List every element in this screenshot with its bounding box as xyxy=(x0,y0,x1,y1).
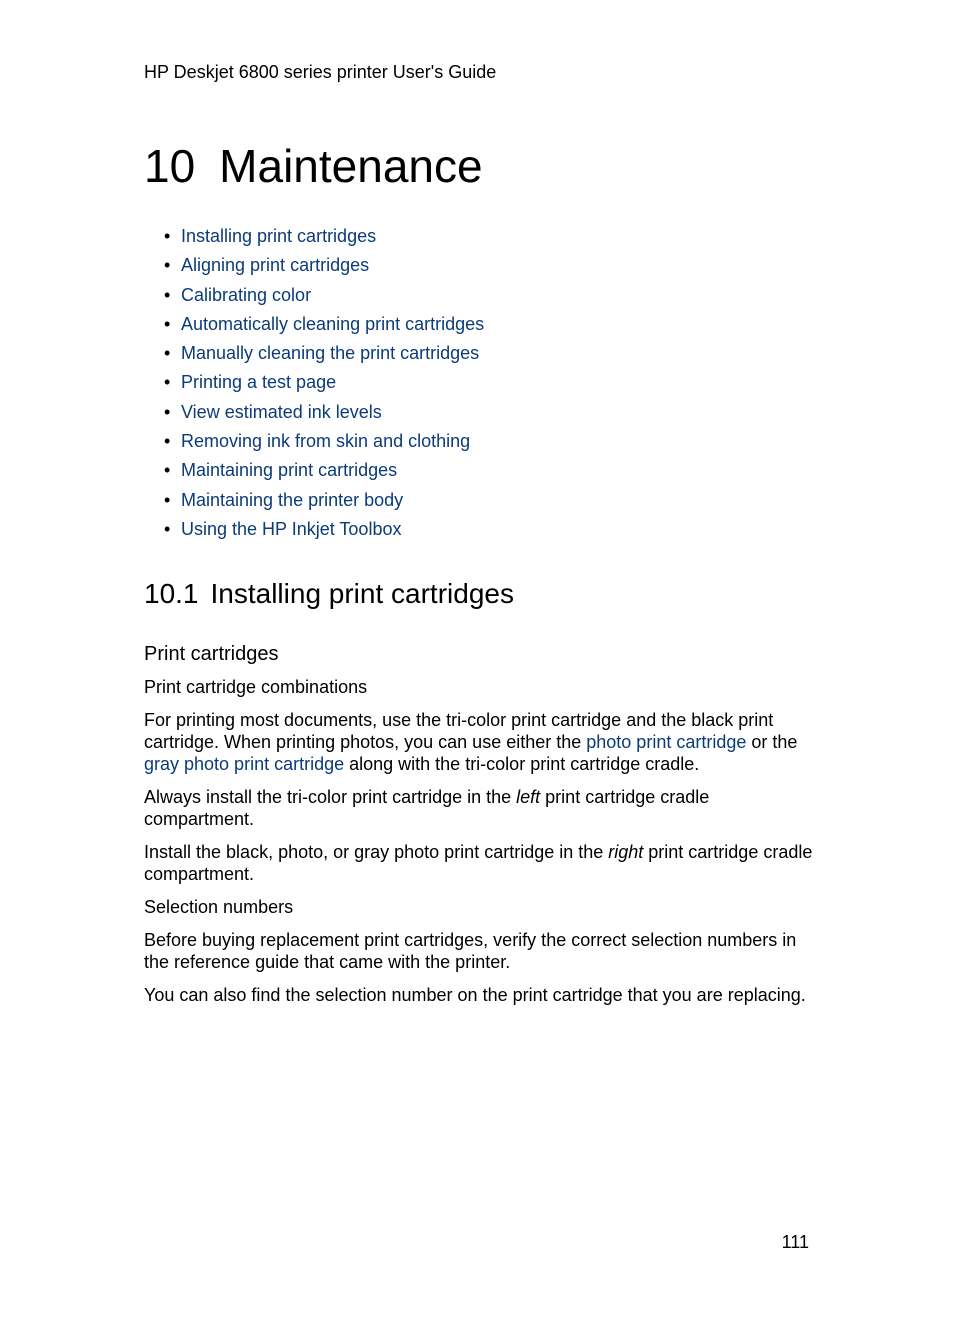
gray-photo-print-cartridge-link[interactable]: gray photo print cartridge xyxy=(144,754,345,774)
emphasis-text: right xyxy=(608,842,644,862)
bullet: • xyxy=(164,255,171,276)
toc-item xyxy=(164,310,484,339)
combinations-paragraph-3 xyxy=(144,841,814,885)
subsection-title: Print cartridges xyxy=(144,643,279,665)
bullet: • xyxy=(164,313,171,334)
paragraph-text: For printing most documents, use the tri-color print cartridge and the black print cartridge. When printing photos, you can use either the xyxy=(144,710,774,752)
toc-link-automatically-cleaning[interactable]: Automatically cleaning print cartridges xyxy=(181,313,485,334)
toc-link-maintaining-printer-body[interactable]: Maintaining the printer body xyxy=(181,489,404,510)
toc-link-installing-print-cartridges[interactable]: Installing print cartridges xyxy=(181,226,377,246)
section-name: Installing print cartridges xyxy=(210,578,514,609)
bullet: • xyxy=(164,518,171,539)
paragraph-text: or the xyxy=(746,732,798,752)
chapter-name: Maintenance xyxy=(219,140,483,192)
chapter-toc xyxy=(164,222,484,544)
paragraph-text: Always install the tri-color print cartridge in the xyxy=(144,787,517,807)
toc-item xyxy=(164,281,484,310)
chapter-title xyxy=(144,138,483,194)
paragraph-text: Install the black, photo, or gray photo print cartridge in the xyxy=(144,842,609,862)
bullet: • xyxy=(164,489,171,510)
toc-item xyxy=(164,456,484,485)
toc-item xyxy=(164,368,484,397)
bullet: • xyxy=(164,460,171,481)
combinations-paragraph-2 xyxy=(144,786,814,830)
toc-item xyxy=(164,251,484,280)
bullet: • xyxy=(164,401,171,422)
bullet: • xyxy=(164,284,171,305)
toc-link-calibrating-color[interactable]: Calibrating color xyxy=(181,284,312,305)
toc-item xyxy=(164,427,484,456)
combinations-paragraph-1 xyxy=(144,709,814,775)
toc-link-view-ink-levels[interactable]: View estimated ink levels xyxy=(181,401,382,422)
toc-item xyxy=(164,222,484,251)
paragraph-text: print cartridge cradle compartment. xyxy=(144,842,813,884)
selection-paragraph-1: Before buying replacement print cartridges, verify the correct selection numbers in the reference guide that came with the printer. xyxy=(144,930,797,972)
chapter-number: 10 xyxy=(144,140,196,192)
toc-link-printing-test-page[interactable]: Printing a test page xyxy=(181,372,337,393)
toc-link-maintaining-cartridges[interactable]: Maintaining print cartridges xyxy=(181,460,398,481)
toc-item xyxy=(164,398,484,427)
bullet: • xyxy=(164,226,171,246)
toc-item xyxy=(164,339,484,368)
section-title xyxy=(144,576,514,612)
photo-print-cartridge-link[interactable]: photo print cartridge xyxy=(586,732,747,752)
selection-heading: Selection numbers xyxy=(144,897,294,917)
selection-paragraph-2: You can also find the selection number on the print cartridge that you are replacing. xyxy=(144,985,806,1005)
toc-link-inkjet-toolbox[interactable]: Using the HP Inkjet Toolbox xyxy=(181,518,402,539)
page-number: 111 xyxy=(781,1232,809,1252)
toc-link-aligning-print-cartridges[interactable]: Aligning print cartridges xyxy=(181,255,370,276)
bullet: • xyxy=(164,343,171,364)
toc-item xyxy=(164,515,484,544)
section-number: 10.1 xyxy=(144,578,199,609)
running-header: HP Deskjet 6800 series printer User's Guide xyxy=(144,62,497,82)
paragraph-text: print cartridge cradle compartment. xyxy=(144,787,710,829)
bullet: • xyxy=(164,431,171,452)
paragraph-text: along with the tri-color print cartridge cradle. xyxy=(344,754,700,774)
bullet: • xyxy=(164,372,171,393)
combinations-heading: Print cartridge combinations xyxy=(144,677,368,697)
toc-link-manually-cleaning[interactable]: Manually cleaning the print cartridges xyxy=(181,343,480,364)
toc-link-removing-ink[interactable]: Removing ink from skin and clothing xyxy=(181,431,471,452)
emphasis-text: left xyxy=(516,787,541,807)
toc-item xyxy=(164,486,484,515)
